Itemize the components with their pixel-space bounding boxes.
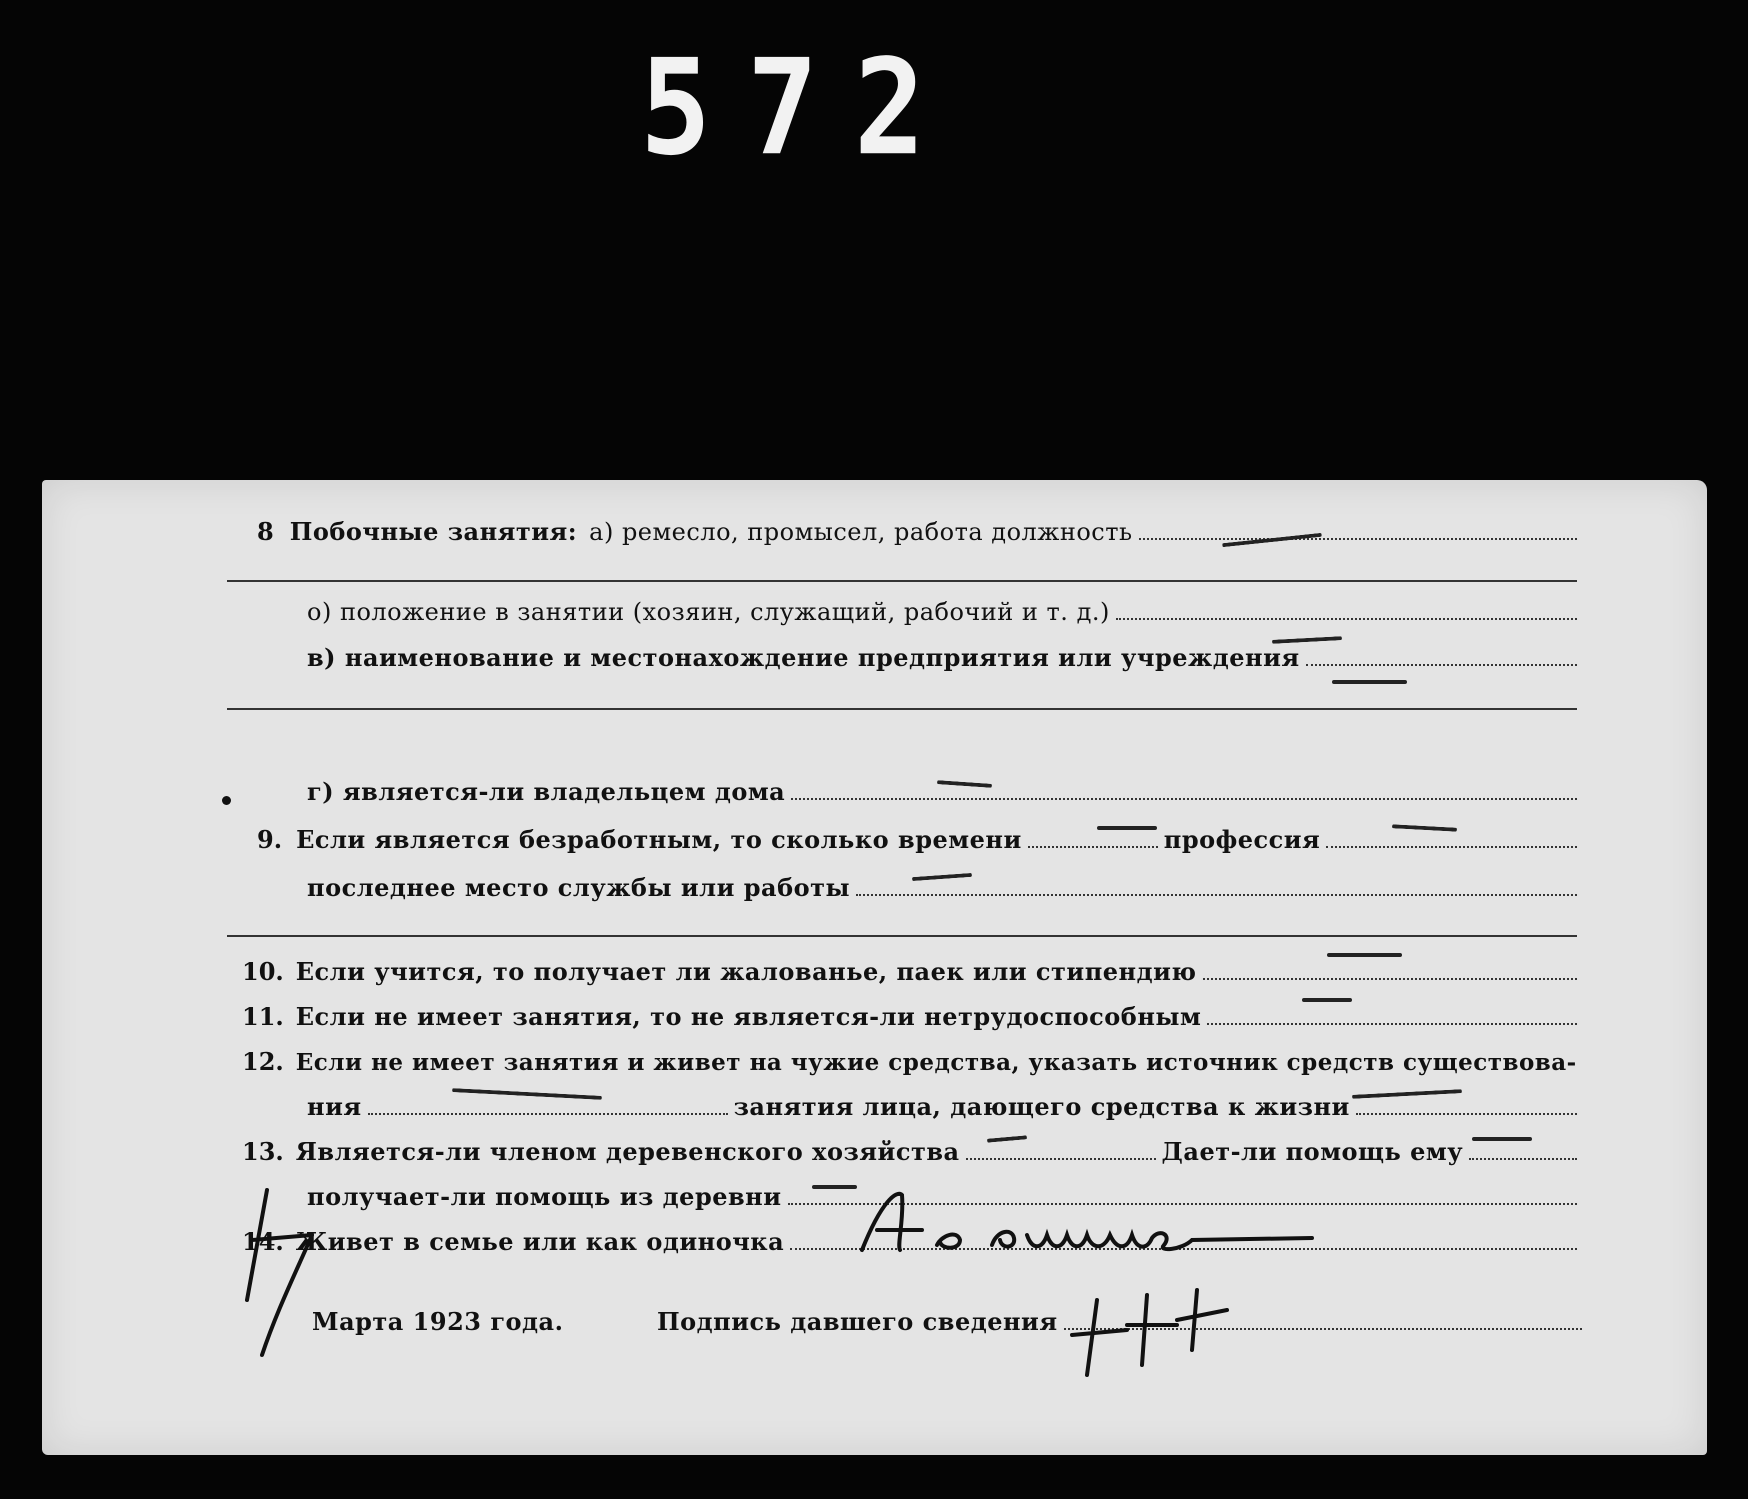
q8v-label: в) наименование и местонахождение предприятия или учреждения xyxy=(307,643,1300,672)
q11-row xyxy=(242,995,1577,1031)
q8-row xyxy=(257,510,1577,546)
q14-number: 14. xyxy=(242,1227,284,1256)
q8a-continuation-line xyxy=(227,580,1577,582)
q13-help-label: Дает-ли помощь ему xyxy=(1161,1137,1464,1166)
q9-profession-answer-line xyxy=(1326,845,1577,848)
q11-label: Если не имеет занятия, то не является-ли нетрудоспособным xyxy=(295,1002,1202,1031)
q12-occupation-answer-line xyxy=(1356,1112,1577,1115)
q9-last-job-answer-line xyxy=(856,893,1577,896)
q8v-continuation-line xyxy=(227,708,1577,710)
q8-label: Побочные занятия: xyxy=(289,517,578,546)
q9-continuation-line xyxy=(227,935,1577,937)
q12-source-answer-line xyxy=(368,1112,728,1115)
q9-number: 9. xyxy=(257,825,283,854)
q8g-row xyxy=(307,770,1577,806)
frame-number: 572 xyxy=(640,30,962,185)
q8a-label: а) ремесло, промысел, работа должность xyxy=(589,518,1133,546)
q9-profession-label: профессия xyxy=(1163,825,1321,854)
handwritten-dash xyxy=(1332,680,1407,684)
q8a-answer-line xyxy=(1139,537,1577,540)
q11-answer-line xyxy=(1207,1022,1577,1025)
q13-member-answer-line xyxy=(966,1157,1156,1160)
footer-signature-label: Подпись давшего сведения xyxy=(657,1307,1058,1336)
q12-cont-label: ния xyxy=(307,1092,362,1121)
q8b-row xyxy=(307,590,1577,626)
q13-row xyxy=(242,1130,1577,1166)
q8g-label: г) является-ли владельцем дома xyxy=(307,777,786,806)
q13-label: Является-ли членом деревенского хозяйства xyxy=(295,1137,960,1166)
handwritten-dash xyxy=(1327,953,1402,957)
q9-duration-answer-line xyxy=(1028,845,1158,848)
q11-number: 11. xyxy=(242,1002,284,1031)
q9-last-job-row xyxy=(307,866,1577,902)
handwritten-dash xyxy=(1302,998,1352,1002)
handwritten-answer-scribble xyxy=(842,1180,1322,1270)
handwritten-dash xyxy=(1097,826,1157,830)
q14-label: Живет в семье или как одиночка xyxy=(295,1227,785,1256)
handwritten-signature-crosses xyxy=(1067,1280,1237,1380)
handwritten-date-mark xyxy=(217,1180,337,1360)
q10-label: Если учится, то получает ли жалованье, паек или стипендию xyxy=(295,957,1197,986)
q13-help-answer-line xyxy=(1469,1157,1577,1160)
q12-number: 12. xyxy=(242,1047,284,1076)
q8b-answer-line xyxy=(1116,617,1577,620)
census-form-card xyxy=(42,480,1707,1455)
q8v-answer-line xyxy=(1306,663,1577,666)
q9-row xyxy=(257,818,1577,854)
q10-number: 10. xyxy=(242,957,284,986)
handwritten-dash xyxy=(1472,1137,1532,1141)
q8b-label: о) положение в занятии (хозяин, служащий, рабочий и т. д.) xyxy=(307,598,1110,626)
q12-label: Если не имеет занятия и живет на чужие средства, указать источник средств существова- xyxy=(295,1049,1577,1076)
q13-number: 13. xyxy=(242,1137,284,1166)
q9-last-job-label: последнее место службы или работы xyxy=(307,873,851,902)
q9-label: Если является безработным, то сколько времени xyxy=(296,825,1022,854)
footer-date-label: Марта 1923 года. xyxy=(312,1307,564,1336)
footer-date-row xyxy=(312,1300,612,1336)
q13-village-label: получает-ли помощь из деревни xyxy=(307,1182,782,1211)
q8g-answer-line xyxy=(791,797,1577,800)
q12-row xyxy=(242,1040,1582,1076)
q8-number: 8 xyxy=(257,517,274,546)
bullet-mark xyxy=(222,796,231,805)
q12-tail-label: занятия лица, дающего средства к жизни xyxy=(733,1092,1350,1121)
q10-answer-line xyxy=(1203,977,1577,980)
q8v-row xyxy=(307,636,1577,672)
